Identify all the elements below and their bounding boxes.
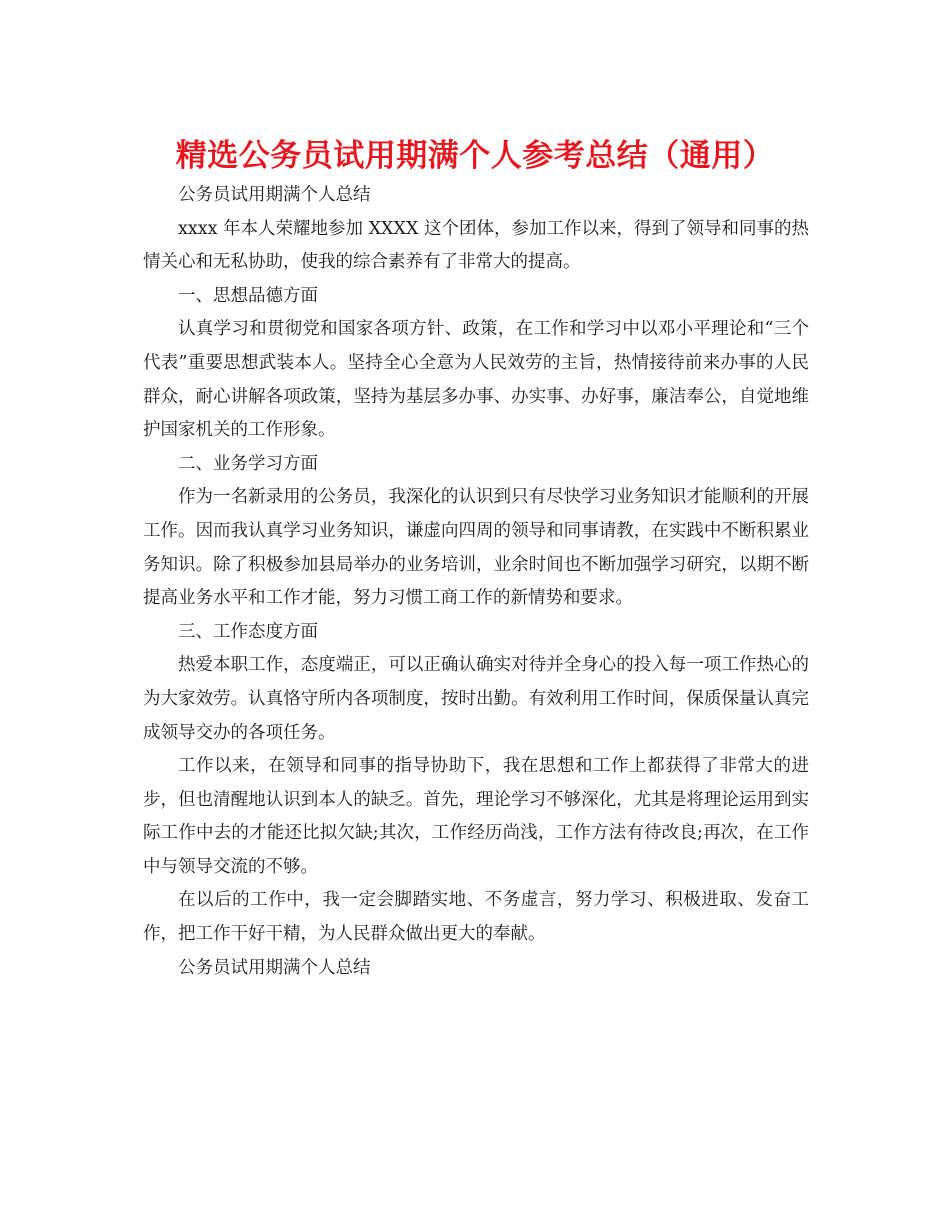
paragraph-shortcomings: 工作以来，在领导和同事的指导协助下，我在思想和工作上都获得了非常大的进步，但也清醒地认识到本人的缺乏。首先，理论学习不够深化，尤其是将理论运用到实际工作中去的才能还比拟欠缺;其次，工作经历尚浅，工作方法有待改良;再次，在工作中与领导交流的不够。: [143, 756, 809, 877]
paragraph-future: 在以后的工作中，我一定会脚踏实地、不务虚言，努力学习、积极进取、发奋工作，把工作干好干精，为人民群众做出更大的奉献。: [143, 890, 809, 945]
document-title: 精选公务员试用期满个人参考总结（通用）: [175, 138, 775, 174]
paragraph-ideology: 认真学习和贯彻党和国家各项方针、政策，在工作和学习中以邓小平理论和“三个代表”重要思想武装本人。坚持全心全意为人民效劳的主旨，热情接待前来办事的人民群众，耐心讲解各项政策，坚持为基层多办事、办实事、办好事，廉洁奉公，自觉地维护国家机关的工作形象。: [143, 319, 809, 441]
paragraph-study: 作为一名新录用的公务员，我深化的认识到只有尽快学习业务知识才能顺利的开展工作。因而我认真学习业务知识，谦虚向四周的领导和同事请教，在实践中不断积累业务知识。除了积极参加县局举办的业务培训，业余时间也不断加强学习研究，以期不断提高业务水平和工作才能，努力习惯工商工作的新情势和要求。: [143, 487, 809, 609]
section-heading-study: 二、业务学习方面: [178, 453, 318, 474]
document-body: [143, 179, 809, 985]
paragraph-subtitle: 公务员试用期满个人总结: [178, 185, 371, 205]
paragraph-attitude: 热爱本职工作，态度端正，可以正确认确实对待并全身心的投入每一项工作热心的为大家效劳。认真恪守所内各项制度，按时出勤。有效利用工作时间，保质保量认真完成领导交办的各项任务。: [143, 655, 809, 743]
paragraph-intro: xxxx 年本人荣耀地参加 XXXX 这个团体，参加工作以来，得到了领导和同事的热情关心和无私协助，使我的综合素养有了非常大的提高。: [143, 218, 809, 273]
section-heading-ideology: 一、思想品德方面: [178, 285, 318, 306]
section-heading-attitude: 三、工作态度方面: [178, 621, 318, 642]
paragraph-subtitle-repeat: 公务员试用期满个人总结: [178, 957, 371, 978]
